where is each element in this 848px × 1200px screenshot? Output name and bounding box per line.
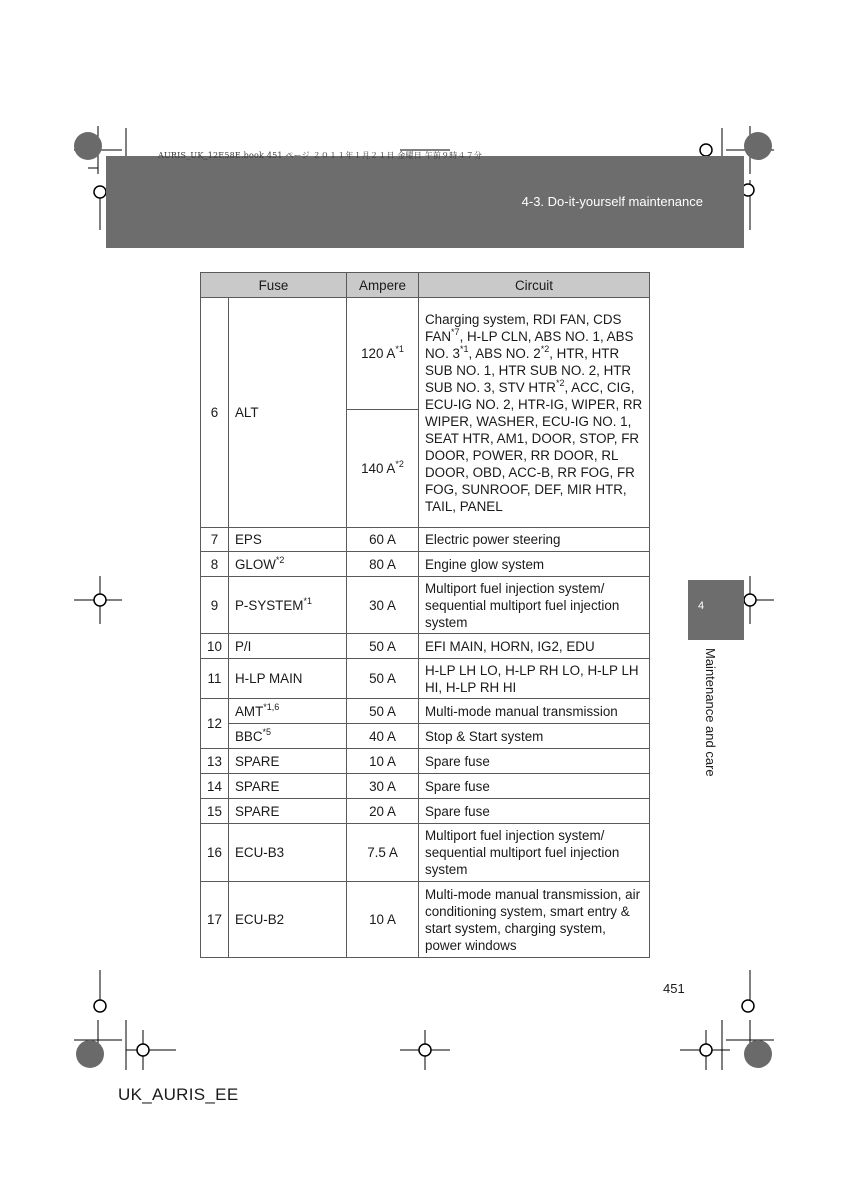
table-row: [201, 634, 650, 659]
fuse-circuit: Charging system, RDI FAN, CDS FAN$^{*7}$, H-LP CLN, ABS NO. 1, ABS NO. 3$^{*1}$, ABS NO. 2$^{*2}$, HTR, HTR SUB NO. 1, HTR SUB NO. 2, HTR SUB NO. 3, STV HTR$^{*2}$, ACC, CIG, ECU-IG NO. 2, HTR-IG, WIPER, RR WIPER, WASHER, ECU-IG NO. 1, SEAT HTR, AM1, DOOR, STOP, FR DOOR, POWER, RR DOOR, RL DOOR, OBD, ACC-B, RR FOG, FR FOG, SUNROOF, DEF, MIR HTR, TAIL, PANEL: [419, 298, 650, 528]
fuse-ampere: 120 $A^{*1}$: [347, 298, 419, 410]
fuse-number: 6: [201, 298, 229, 528]
fuse-ampere: 50 A: [347, 699, 419, 724]
footnote-mark: *2: [395, 459, 404, 469]
header-circuit: Circuit: [419, 273, 650, 298]
table-row: [201, 552, 650, 577]
table-row: [201, 724, 650, 749]
fuse-name: H-LP MAIN: [229, 659, 347, 699]
fuse-name: BBC$^{*5}$: [229, 724, 347, 749]
fuse-circuit: Multiport fuel injection system/ sequential multiport fuel injection system: [419, 577, 650, 634]
fuse-ampere: 10 A: [347, 749, 419, 774]
fuse-table: [200, 272, 650, 958]
fuse-name: SPARE: [229, 799, 347, 824]
table-row: [201, 528, 650, 552]
fuse-name: EPS: [229, 528, 347, 552]
fuse-ampere: 10 A: [347, 882, 419, 958]
fuse-name: SPARE: [229, 749, 347, 774]
fuse-number: 10: [201, 634, 229, 659]
fuse-circuit: Spare fuse: [419, 749, 650, 774]
table-row: [201, 882, 650, 958]
fuse-ampere: 30 A: [347, 774, 419, 799]
fuse-circuit: Multi-mode manual transmission, air conditioning system, smart entry & start system, charging system, power windows: [419, 882, 650, 958]
fuse-name: P/I: [229, 634, 347, 659]
fuse-circuit: Multi-mode manual transmission: [419, 699, 650, 724]
fuse-ampere: 50 A: [347, 659, 419, 699]
fuse-number: 9: [201, 577, 229, 634]
chapter-label: Maintenance and care: [703, 648, 718, 777]
document-id: UK_AURIS_EE: [118, 1085, 239, 1104]
fuse-number: 17: [201, 882, 229, 958]
chapter-number: 4: [698, 600, 705, 612]
section-title: 4-3. Do-it-yourself maintenance: [521, 194, 703, 209]
fuse-circuit: Engine glow system: [419, 552, 650, 577]
fuse-circuit: Spare fuse: [419, 774, 650, 799]
page-number: 451: [663, 981, 685, 996]
fuse-name: GLOW$^{*2}$: [229, 552, 347, 577]
footnote-mark: *1: [395, 344, 404, 354]
header-fuse: Fuse: [201, 273, 347, 298]
fuse-name: ECU-B3: [229, 824, 347, 882]
fuse-ampere: 20 A: [347, 799, 419, 824]
fuse-number: 8: [201, 552, 229, 577]
fuse-number: 16: [201, 824, 229, 882]
fuse-circuit: H-LP LH LO, H-LP RH LO, H-LP LH HI, H-LP RH HI: [419, 659, 650, 699]
fuse-ampere: 7.5 A: [347, 824, 419, 882]
fuse-ampere: 80 A: [347, 552, 419, 577]
table-row: [201, 659, 650, 699]
fuse-ampere: 140 $A^{*2}$: [347, 410, 419, 528]
table-header-row: [201, 273, 650, 298]
fuse-name: ALT: [229, 298, 347, 528]
header-ampere: Ampere: [347, 273, 419, 298]
table-row: [201, 799, 650, 824]
table-row: [201, 824, 650, 882]
table-row: [201, 577, 650, 634]
table-row: [201, 774, 650, 799]
fuse-number: 12: [201, 699, 229, 749]
fuse-number: 15: [201, 799, 229, 824]
fuse-name: P-SYSTEM$^{*1}$: [229, 577, 347, 634]
fuse-ampere: 60 A: [347, 528, 419, 552]
fuse-circuit: Multiport fuel injection system/ sequential multiport fuel injection system: [419, 824, 650, 882]
fuse-name: SPARE: [229, 774, 347, 799]
fuse-circuit: Stop & Start system: [419, 724, 650, 749]
fuse-number: 11: [201, 659, 229, 699]
fuse-ampere: 40 A: [347, 724, 419, 749]
fuse-circuit: Spare fuse: [419, 799, 650, 824]
table-row: [201, 749, 650, 774]
fuse-ampere: 30 A: [347, 577, 419, 634]
table-row: [201, 699, 650, 724]
fuse-number: 7: [201, 528, 229, 552]
print-metadata: AURIS_UK_12E58E.book 451 ページ ２０１１年１月２１日 金曜日 午前９時４７分: [158, 151, 483, 160]
table-row: [201, 298, 650, 410]
fuse-number: 13: [201, 749, 229, 774]
fuse-name: ECU-B2: [229, 882, 347, 958]
fuse-number: 14: [201, 774, 229, 799]
fuse-ampere: 50 A: [347, 634, 419, 659]
fuse-circuit: Electric power steering: [419, 528, 650, 552]
chapter-tab: [688, 580, 744, 640]
fuse-name: AMT$^{*1,6}$: [229, 699, 347, 724]
fuse-circuit: EFI MAIN, HORN, IG2, EDU: [419, 634, 650, 659]
